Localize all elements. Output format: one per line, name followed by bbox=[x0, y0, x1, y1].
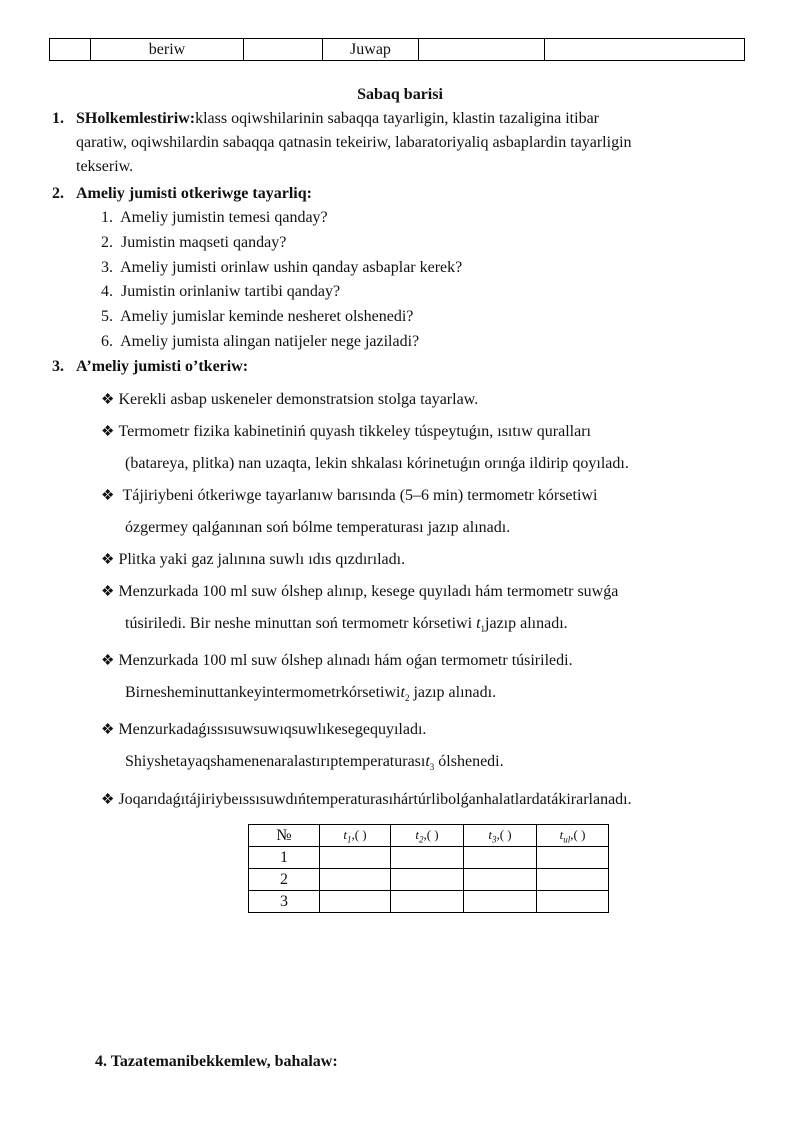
diamond-bullet-icon: ❖ bbox=[101, 424, 115, 440]
table-row bbox=[249, 847, 609, 869]
table-header-row bbox=[249, 825, 609, 847]
section-1-text: qaratiw, oqiwshilardin sabaqqa qatnasin tekeiriw, labaratoriyaliq asbaplardin tayarligin bbox=[76, 134, 632, 151]
header-cell bbox=[419, 39, 545, 61]
header-cell bbox=[545, 39, 745, 61]
question-list bbox=[101, 206, 701, 355]
list-item-continuation: Shiyshetayaqshamenenaralastırıptemperaturasıt$_3$ ólshenedi. bbox=[125, 753, 504, 773]
section-1-text: tekseriw. bbox=[76, 158, 134, 175]
header-cell: beriw bbox=[91, 39, 244, 61]
table-cell bbox=[320, 847, 391, 869]
list-item-continuation: (batareya, plitka) nan uzaqta, lekin shkalası kórinetuǵın orınǵa ildirip qoyıladı. bbox=[125, 455, 629, 472]
list-item: 5. Ameliy jumislar keminde nesheret olshenedi? bbox=[101, 308, 414, 326]
section-3-number: 3. bbox=[52, 358, 64, 375]
list-item: 2. Jumistin maqseti qanday? bbox=[101, 233, 287, 251]
list-item-continuation: Birnesheminuttankeyintermometrkórsetiwit$_2$ jazıp alınadı. bbox=[125, 684, 497, 704]
diamond-bullet-icon: ❖ bbox=[101, 488, 115, 504]
section-3 bbox=[52, 355, 772, 379]
section-1-number: 1. bbox=[52, 110, 64, 127]
diamond-bullet-icon: ❖ bbox=[101, 722, 115, 739]
list-item: ❖ Plitka yaki gaz jalınına suwlı ıdıs qızdırıladı. bbox=[101, 551, 406, 568]
table-cell bbox=[537, 869, 609, 891]
header-cell: Juwap bbox=[323, 39, 419, 61]
list-item-continuation: túsiriledi. Bir neshe minuttan soń termometr kórsetiwi $t_1jazıp$ alınadı. bbox=[125, 615, 568, 635]
row-number: 3 bbox=[249, 891, 320, 913]
row-number: 1 bbox=[249, 847, 320, 869]
list-item: ❖ Termometr fizika kabinetiniń quyash tikkeley túspeytuǵın, ısıtıw quralları bbox=[101, 423, 591, 440]
section-2-label: Ameliy jumisti otkeriwge tayarliq: bbox=[76, 185, 312, 202]
list-item: ❖ Kerekli asbap uskeneler demonstratsion stolga tayarlaw. bbox=[101, 391, 479, 408]
section-2-number: 2. bbox=[52, 185, 64, 202]
table-cell bbox=[464, 847, 537, 869]
list-item: ❖ Menzurkadaǵıssısuwsuwıqsuwlıkesegequyıladı. bbox=[101, 721, 427, 739]
header-table bbox=[49, 38, 745, 61]
header-cell bbox=[50, 39, 91, 61]
table-row bbox=[249, 891, 609, 913]
table-row bbox=[249, 869, 609, 891]
table-cell bbox=[464, 869, 537, 891]
procedure-list bbox=[101, 384, 781, 816]
page-title: Sabaq barisi bbox=[357, 86, 443, 103]
row-number: 2 bbox=[249, 869, 320, 891]
list-item: ❖ Menzurkada 100 ml suw ólshep alınıp, kesege quyıladı hám termometr suwǵa bbox=[101, 583, 619, 600]
column-header-t2: $t_2$,( ) bbox=[391, 825, 464, 847]
section-1-label: SHolkemlestiriw: bbox=[76, 110, 196, 127]
table-cell bbox=[537, 891, 609, 913]
list-item: 3. Ameliy jumisti orinlaw ushin qanday asbaplar kerek? bbox=[101, 258, 463, 276]
table-cell bbox=[320, 869, 391, 891]
diamond-bullet-icon: ❖ bbox=[101, 584, 115, 600]
list-item: 6. Ameliy jumista alingan natijeler nege jaziladi? bbox=[101, 332, 420, 350]
table-cell bbox=[320, 891, 391, 913]
list-item: ❖ Tájiriybeni ótkeriwge tayarlanıw barısında (5–6 min) termometr kórsetiwi bbox=[101, 487, 598, 504]
table-cell bbox=[391, 869, 464, 891]
list-item-continuation: ózgermey qalǵanınan soń bólme temperaturası jazıp alınadı. bbox=[125, 519, 511, 536]
diamond-bullet-icon: ❖ bbox=[101, 392, 115, 408]
measurement-table bbox=[248, 824, 609, 913]
column-header-t1: $t_1$,( ) bbox=[320, 825, 391, 847]
list-item: ❖ Joqarıdaǵıtájiriybeıssısuwdıńtemperaturasıhártúrlibolǵanhalatlardatákirarlanadı. bbox=[101, 790, 632, 808]
list-item: 4. Jumistin orinlaniw tartibi qanday? bbox=[101, 283, 341, 301]
table-cell bbox=[537, 847, 609, 869]
column-header-number: № bbox=[249, 825, 320, 847]
column-header-tul: $t_{ul}$,( ) bbox=[537, 825, 609, 847]
section-1 bbox=[52, 107, 772, 179]
section-3-label: A’meliy jumisti o’tkeriw: bbox=[76, 358, 249, 375]
header-table-row bbox=[50, 39, 745, 61]
section-4-label: 4. Tazatemanibekkemlew, bahalaw: bbox=[95, 1053, 338, 1070]
diamond-bullet-icon: ❖ bbox=[101, 552, 115, 568]
table-cell bbox=[391, 891, 464, 913]
table-cell bbox=[391, 847, 464, 869]
list-item: 1. Ameliy jumistin temesi qanday? bbox=[101, 209, 328, 226]
diamond-bullet-icon: ❖ bbox=[101, 791, 115, 808]
section-1-text: klass oqiwshilarinin sabaqqa tayarligin, klastin tazaligina itibar bbox=[195, 110, 599, 127]
column-header-t3: $t_3$,( ) bbox=[464, 825, 537, 847]
table-cell bbox=[464, 891, 537, 913]
list-item: ❖ Menzurkada 100 ml suw ólshep alınadı hám oǵan termometr túsiriledi. bbox=[101, 652, 573, 670]
section-2 bbox=[52, 182, 772, 206]
diamond-bullet-icon: ❖ bbox=[101, 653, 115, 670]
header-cell bbox=[244, 39, 323, 61]
